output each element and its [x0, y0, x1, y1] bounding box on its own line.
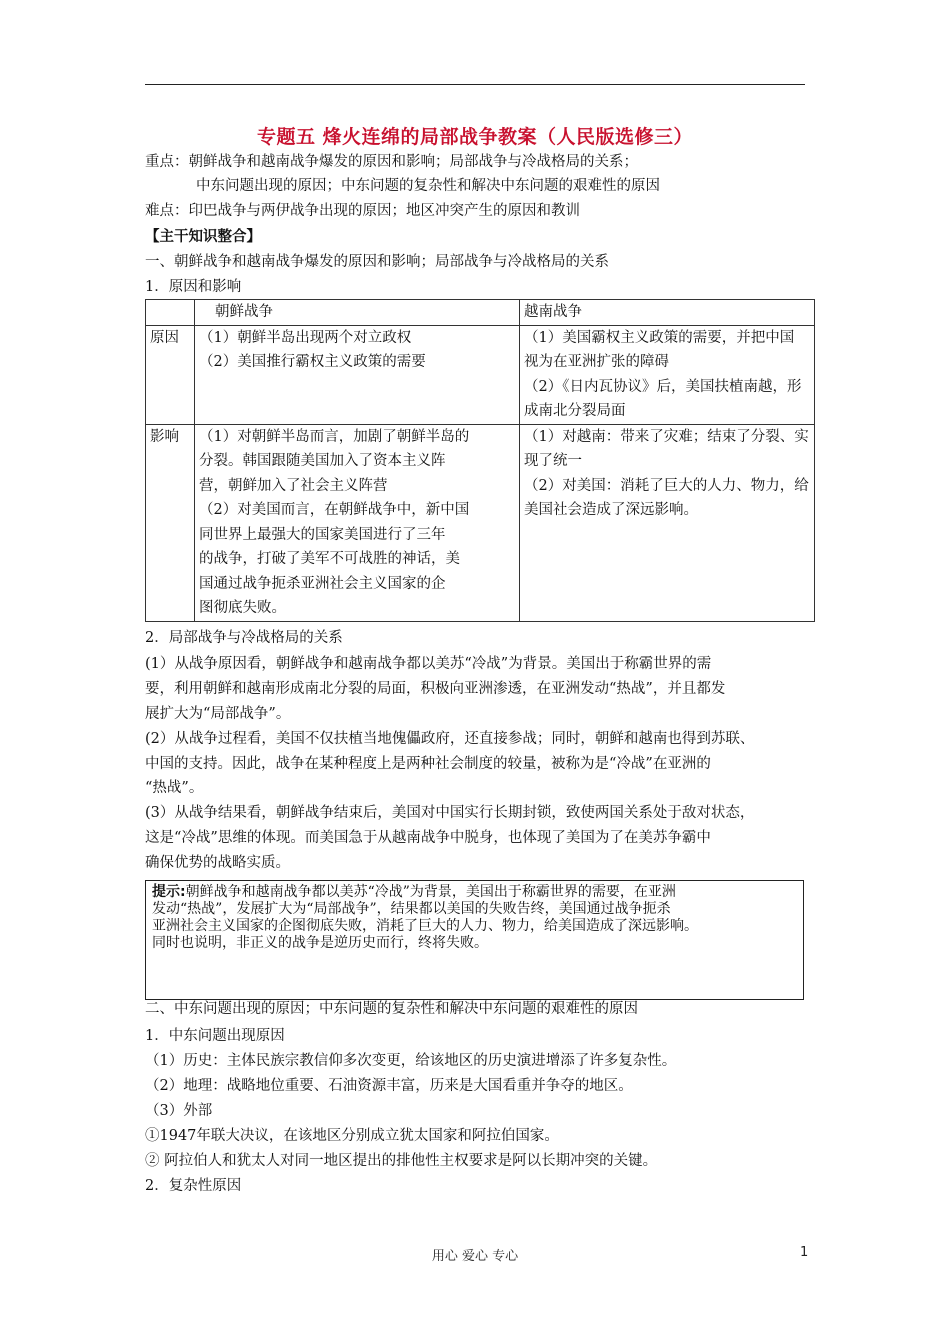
part1-title: 一、朝鲜战争和越南战争爆发的原因和影响；局部战争与冷战格局的关系 [145, 254, 609, 270]
table-cell-line: 营，朝鲜加入了社会主义阵营 [199, 477, 388, 494]
difficult-label: 难点： [145, 203, 189, 219]
relation-line: (2）从战争过程看，美国不仅扶植当地傀儡政府，还直接参战；同时，朝鲜和越南也得到苏联、 [145, 731, 755, 747]
relation-line: 确保优势的战略实质。 [145, 855, 290, 871]
key-points-line [145, 150, 638, 174]
table-cell-line: （2）对美国而言，在朝鲜战争中，新中国 [199, 502, 470, 518]
header-korea: 朝鲜战争 [195, 300, 520, 326]
table-corner-cell [146, 300, 195, 326]
part2-subheading-1: 1．中东问题出现原因 [145, 1028, 285, 1044]
part2-title: 二、中东问题出现的原因；中东问题的复杂性和解决中东问题的艰难性的原因 [145, 1001, 638, 1017]
mideast-line: （2）地理：战略地位重要、石油资源丰富，历来是大国看重并争夺的地区。 [145, 1078, 633, 1094]
mideast-line: ② 阿拉伯人和犹太人对同一地区提出的排他性主权要求是阿以长期冲突的关键。 [145, 1153, 658, 1169]
hint-box [145, 880, 804, 1000]
page-number: 1 [800, 1245, 809, 1260]
key-points-line-2: 中东问题出现的原因；中东问题的复杂性和解决中东问题的艰难性的原因 [196, 178, 660, 194]
table-cell-line: （2）《日内瓦协议》后，美国扶植南越，形 [524, 378, 802, 395]
table-cell-line: 的战争，打破了美军不可战胜的神话，美 [199, 551, 460, 567]
table-cell-line: 同世界上最强大的国家美国进行了三年 [199, 526, 446, 543]
table-cell-line: （1）朝鲜半岛出现两个对立政权 [199, 329, 412, 346]
hint-line [152, 884, 797, 901]
hint-text: 朝鲜战争和越南战争都以美苏“冷战”为背景，美国出于称霸世界的需要，在亚洲 [185, 884, 676, 900]
header-vietnam: 越南战争 [520, 300, 815, 326]
table-cell-line: 视为在亚洲扩张的障碍 [524, 354, 669, 370]
relation-line: 要，利用朝鲜和越南形成南北分裂的局面，积极向亚洲渗透，在亚洲发动“热战”，并且都发 [145, 681, 726, 697]
korea-cause-cell [195, 325, 520, 424]
key-points-text: 朝鲜战争和越南战争爆发的原因和影响；局部战争与冷战格局的关系； [188, 154, 638, 170]
vietnam-cause-cell [520, 325, 815, 424]
table-cell-line: （2）对美国：消耗了巨大的人力、物力，给 [524, 477, 809, 494]
part1-subheading-1: 1．原因和影响 [145, 279, 242, 295]
mideast-line: （3）外部 [145, 1103, 213, 1119]
header-rule [145, 84, 805, 85]
table-cell-line: （1）对越南：带来了灾难；结束了分裂、实 [524, 428, 809, 445]
table-cell-line: 图彻底失败。 [199, 600, 286, 616]
table-row-cause [146, 325, 815, 424]
hint-line: 亚洲社会主义国家的企图彻底失败，消耗了巨大的人力、物力，给美国造成了深远影响。 [152, 918, 698, 934]
part2-subheading-2: 2．复杂性原因 [145, 1178, 242, 1194]
table-cell-line: （2）美国推行霸权主义政策的需要 [199, 354, 426, 370]
part1-subheading-2: 2．局部战争与冷战格局的关系 [145, 630, 343, 646]
table-cell-line: 国通过战争扼杀亚洲社会主义国家的企 [199, 575, 446, 592]
relation-line: (1）从战争原因看，朝鲜战争和越南战争都以美苏“冷战”为背景。美国出于称霸世界的需 [145, 656, 712, 672]
table-cell-line: 分裂。韩国跟随美国加入了资本主义阵 [199, 453, 446, 469]
relation-line: 展扩大为“局部战争”。 [145, 706, 291, 722]
difficult-text: 印巴战争与两伊战争出现的原因；地区冲突产生的原因和教训 [188, 203, 580, 219]
table-cell-line: 现了统一 [524, 453, 582, 469]
table-header-row [146, 300, 815, 326]
vietnam-impact-cell [520, 424, 815, 621]
page-title: 专题五 烽火连绵的局部战争教案（人民版选修三） [256, 126, 694, 148]
mideast-line: ①1947年联大决议，在该地区分别成立犹太国家和阿拉伯国家。 [145, 1128, 559, 1144]
relation-line: (3）从战争结果看，朝鲜战争结束后，美国对中国实行长期封锁，致使两国关系处于敌对状态， [145, 805, 755, 821]
cause-impact-table [145, 299, 815, 622]
table-cell-line: （1）对朝鲜半岛而言，加剧了朝鲜半岛的 [199, 428, 470, 445]
difficult-points-line [145, 199, 580, 223]
korea-impact-cell [195, 424, 520, 621]
key-points-label: 重点： [145, 154, 189, 170]
hint-line: 同时也说明，非正义的战争是逆历史而行，终将失败。 [152, 935, 488, 951]
mideast-line: （1）历史：主体民族宗教信仰多次变更，给该地区的历史演进增添了许多复杂性。 [145, 1053, 677, 1069]
hint-line: 发动“热战”，发展扩大为“局部战争”，结果都以美国的失败告终，美国通过战争扼杀 [152, 901, 671, 917]
section-header: 【主干知识整合】 [145, 228, 261, 245]
table-cell-line: （1）美国霸权主义政策的需要，并把中国 [524, 329, 795, 346]
row-label-cause: 原因 [146, 325, 195, 424]
relation-line: 这是“冷战”思维的体现。而美国急于从越南战争中脱身，也体现了美国为了在美苏争霸中 [145, 830, 711, 846]
hint-label: 提示: [152, 884, 186, 900]
row-label-impact: 影响 [146, 424, 195, 621]
page-footer: 用心 爱心 专心 [431, 1249, 519, 1264]
relation-line: “热战”。 [145, 780, 204, 796]
relation-line: 中国的支持。因此，战争在某种程度上是两种社会制度的较量，被称为是“冷战”在亚洲的 [145, 756, 711, 772]
table-row-impact [146, 424, 815, 621]
table-cell-line: 成南北分裂局面 [524, 403, 626, 419]
table-cell-line: 美国社会造成了深远影响。 [524, 502, 698, 518]
